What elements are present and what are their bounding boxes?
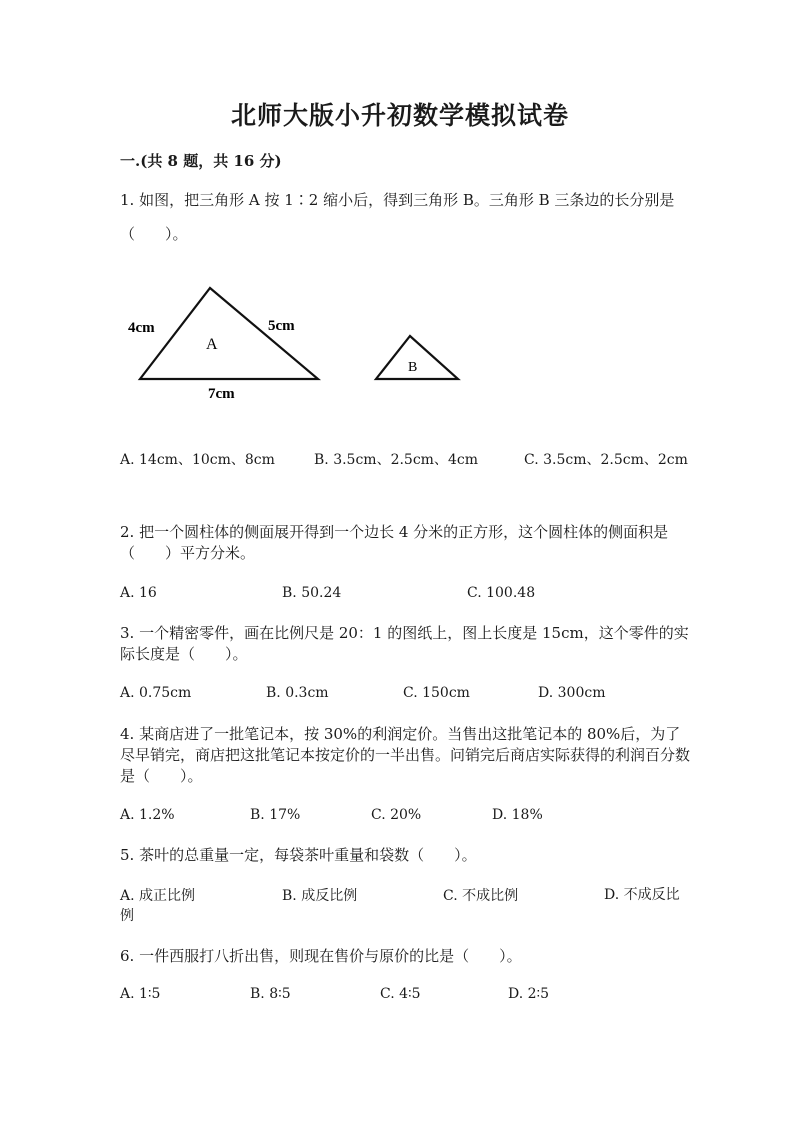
triangle-a-bottom-side-label: 7cm [208,386,235,402]
triangle-b-label: B [408,360,418,375]
question-5-option-d[interactable]: D. 不成反比例 [120,887,680,924]
triangle-figure [120,280,480,410]
question-4-text: 4. 某商店进了一批笔记本，按 30%的利润定价。当售出这批笔记本的 80%后，为了尽早销完，商店把这批笔记本按定价的一半出售。问销完后商店实际获得的利润百分数是（ ）。 [120,725,691,785]
question-1-option-b[interactable]: B. 3.5cm、2.5cm、4cm [314,452,478,468]
triangle-a-right-side-label: 5cm [268,318,295,334]
page-title: 北师大版小升初数学模拟试卷 [230,101,569,130]
question-1-option-c[interactable]: C. 3.5cm、2.5cm、2cm [524,452,688,468]
question-6-text: 6. 一件西服打八折出售，则现在售价与原价的比是（ ）。 [120,947,522,965]
question-4-option-b[interactable]: B. 17% [250,807,301,823]
question-3-option-c[interactable]: C. 150cm [403,685,470,701]
question-6-option-d[interactable]: D. 2∶5 [508,986,550,1002]
question-5-option-b[interactable]: B. 成反比例 [282,888,358,904]
question-2-text: 2. 把一个圆柱体的侧面展开得到一个边长 4 分米的正方形，这个圆柱体的侧面积是（ ）平方分米。 [120,523,669,562]
question-3-option-a[interactable]: A. 0.75cm [120,685,192,701]
question-4-option-c[interactable]: C. 20% [371,807,422,823]
triangle-a-left-side-label: 4cm [128,320,155,336]
question-5-option-c[interactable]: C. 不成比例 [443,888,519,904]
question-4-option-a[interactable]: A. 1.2% [120,807,175,823]
section-heading: 一.(共 8 题，共 16 分) [120,152,282,170]
question-5-text: 5. 茶叶的总重量一定，每袋茶叶重量和袋数（ ）。 [120,846,477,864]
question-1-option-a[interactable]: A. 14cm、10cm、8cm [120,452,275,468]
question-3-text: 3. 一个精密零件，画在比例尺是 20：1 的图纸上，图上长度是 15cm，这个零件的实际长度是（ ）。 [120,624,689,663]
question-3-option-d[interactable]: D. 300cm [538,685,606,701]
question-6-option-c[interactable]: C. 4∶5 [380,986,421,1002]
question-1-text: 1. 如图，把三角形 A 按 1∶2 缩小后，得到三角形 B。三角形 B 三条边的长分别是（ ）。 [120,191,675,243]
triangle-a-label: A [206,336,218,353]
question-3-option-b[interactable]: B. 0.3cm [266,685,329,701]
question-2-option-a[interactable]: A. 16 [120,585,157,601]
question-2-option-b[interactable]: B. 50.24 [282,585,342,601]
question-6-option-a[interactable]: A. 1∶5 [120,986,161,1002]
question-4-option-d[interactable]: D. 18% [492,807,543,823]
question-2-option-c[interactable]: C. 100.48 [467,585,536,601]
question-5-option-a[interactable]: A. 成正比例 [120,888,196,904]
question-6-option-b[interactable]: B. 8∶5 [250,986,291,1002]
